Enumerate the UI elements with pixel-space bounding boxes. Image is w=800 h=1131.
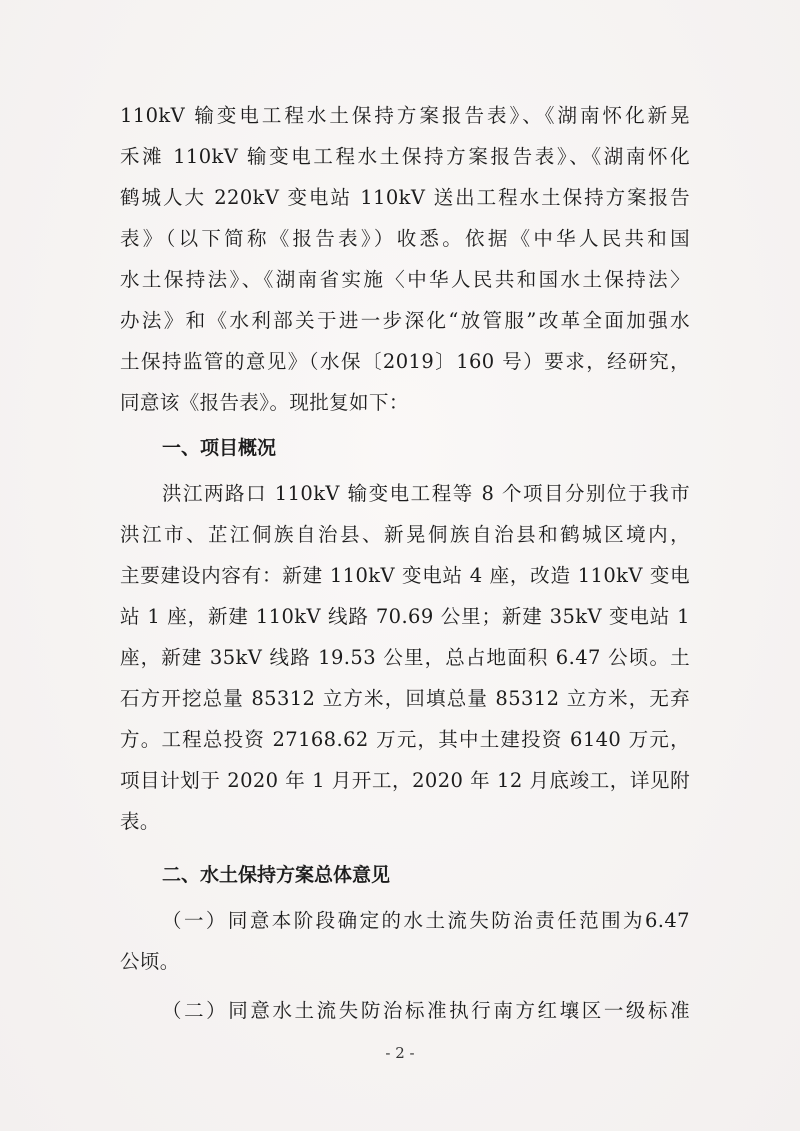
- text-line: 座，新建 35kV 线路 19.53 公里，总占地面积 6.47 公顷。土: [120, 646, 690, 669]
- text-line: 110kV 输变电工程水土保持方案报告表》、《湖南怀化新晃: [120, 104, 690, 127]
- page-number: - 2 -: [385, 1044, 415, 1062]
- text-line: 公顷。: [120, 950, 180, 973]
- document-body: [120, 95, 690, 1031]
- section-heading-project-overview: 一、项目概况: [162, 437, 277, 459]
- text-line: 鹤城人大 220kV 变电站 110kV 送出工程水土保持方案报告: [120, 186, 690, 209]
- section-heading-overall-opinion: 二、水土保持方案总体意见: [162, 864, 391, 886]
- text-line: 石方开挖总量 85312 立方米，回填总量 85312 立方米，无弃: [120, 687, 690, 710]
- text-line: 表》（以下简称《报告表》）收悉。依据《中华人民共和国: [120, 227, 690, 250]
- text-line: 洪江市、芷江侗族自治县、新晃侗族自治县和鹤城区境内，: [120, 523, 690, 546]
- text-line: 水土保持法》、《湖南省实施〈中华人民共和国水土保持法〉: [120, 268, 690, 291]
- text-line: （二）同意水土流失防治标准执行南方红壤区一级标准: [162, 999, 690, 1022]
- text-line: 禾滩 110kV 输变电工程水土保持方案报告表》、《湖南怀化: [120, 145, 690, 168]
- text-line: 站 1 座，新建 110kV 线路 70.69 公里；新建 35kV 变电站 1: [120, 605, 690, 628]
- text-line: 表。: [120, 810, 160, 833]
- text-line: 项目计划于 2020 年 1 月开工，2020 年 12 月底竣工，详见附: [120, 769, 690, 792]
- text-line: 洪江两路口 110kV 输变电工程等 8 个项目分别位于我市: [162, 482, 690, 505]
- text-line: 方。工程总投资 27168.62 万元，其中土建投资 6140 万元，: [120, 728, 690, 751]
- text-line: 办法》和《水利部关于进一步深化“放管服”改革全面加强水: [120, 309, 690, 332]
- text-line: （一）同意本阶段确定的水土流失防治责任范围为6.47: [162, 909, 690, 932]
- text-line: 主要建设内容有：新建 110kV 变电站 4 座，改造 110kV 变电: [120, 564, 690, 587]
- text-line: 同意该《报告表》。现批复如下：: [120, 391, 409, 414]
- text-line: 土保持监管的意见》（水保〔2019〕160 号）要求，经研究，: [120, 350, 690, 373]
